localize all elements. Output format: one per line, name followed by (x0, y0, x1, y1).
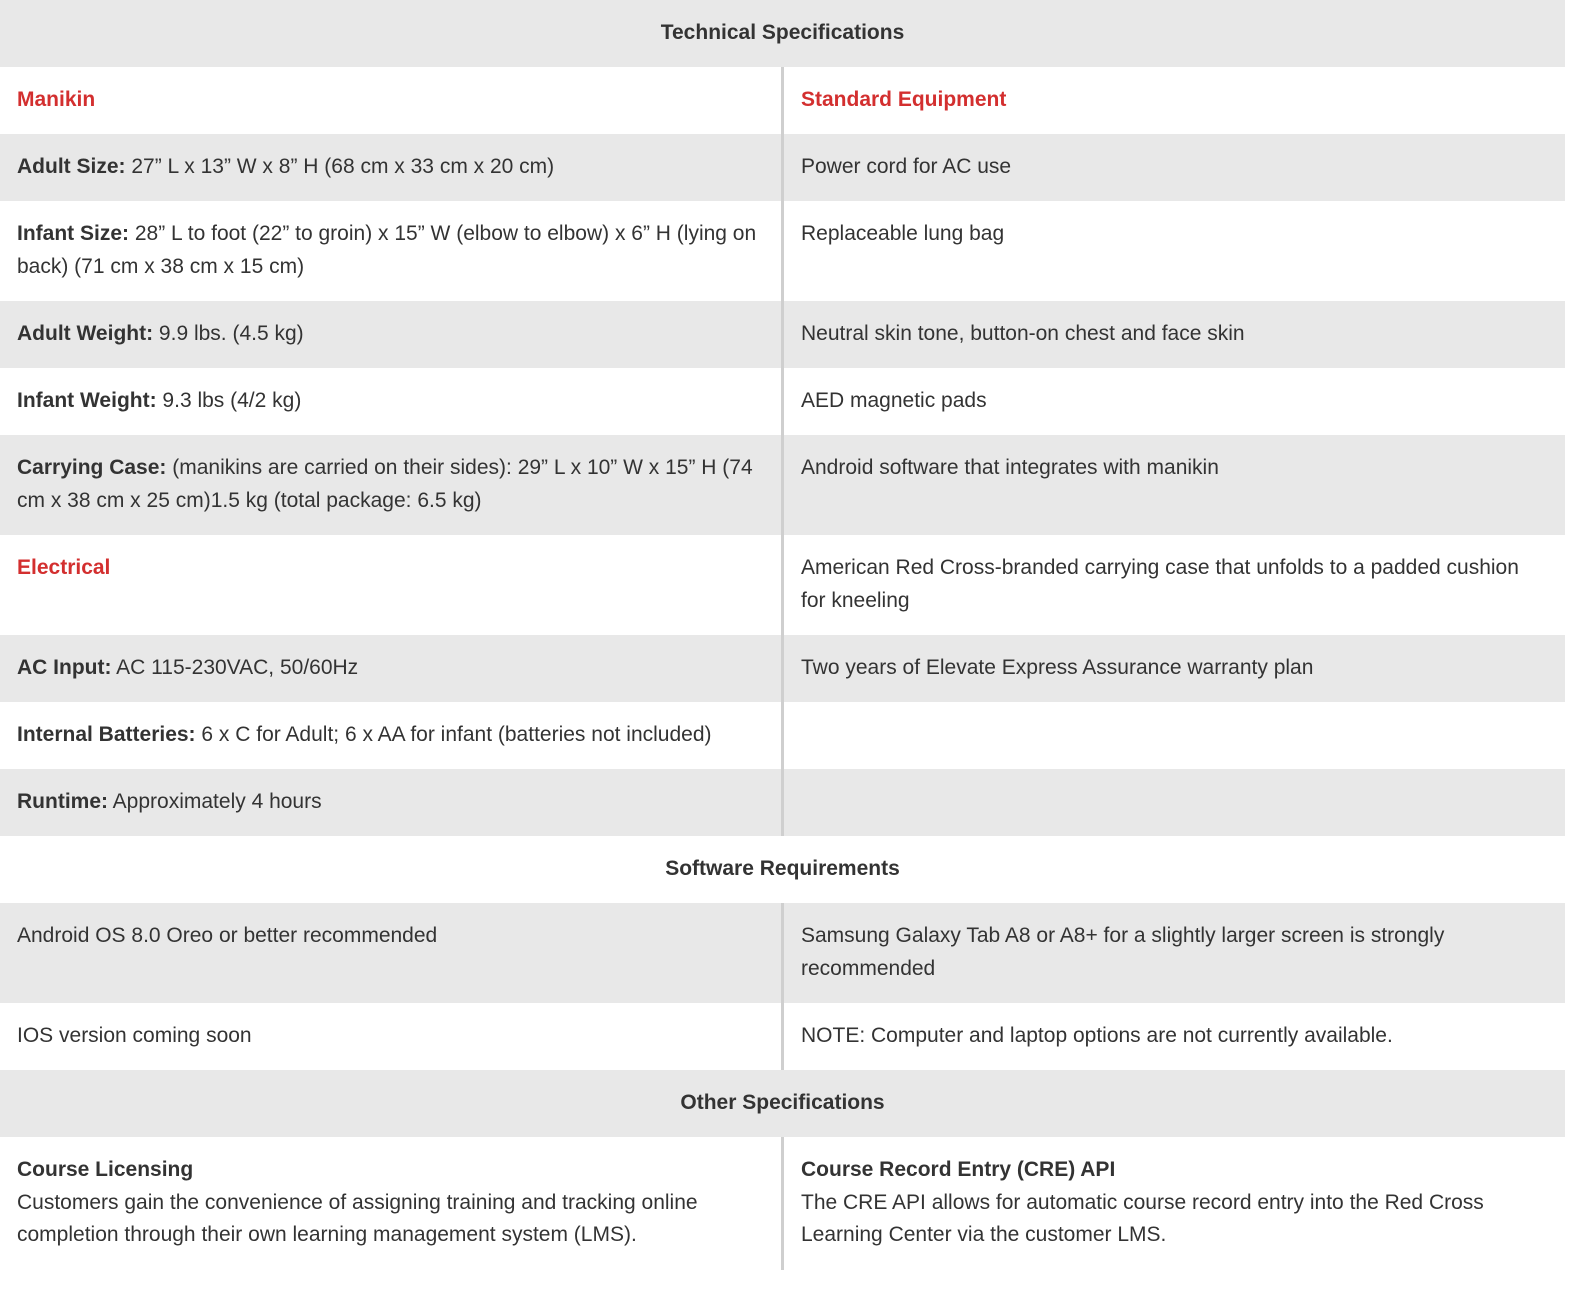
section-title-technical: Technical Specifications (0, 0, 1565, 67)
table-row (0, 702, 1565, 769)
spec-value: AC 115-230VAC, 50/60Hz (111, 656, 359, 679)
spec-value: 9.3 lbs (4/2 kg) (156, 389, 302, 412)
software-requirement: Android OS 8.0 Oreo or better recommended (0, 903, 783, 1003)
manikin-heading: Manikin (0, 67, 783, 134)
table-row (0, 1003, 1565, 1070)
table-row (0, 635, 1565, 702)
table-row (0, 435, 1565, 535)
cre-api-text: The CRE API allows for automatic course record entry into the Red Cross Learning Center via the customer LMS. (801, 1190, 1484, 1246)
equipment-item: Android software that integrates with manikin (783, 435, 1566, 535)
spec-label: Infant Size: (17, 222, 130, 245)
spec-label: Internal Batteries: (17, 723, 196, 746)
spec-value: 6 x C for Adult; 6 x AA for infant (batteries not included) (195, 723, 712, 746)
spec-value: 28” L to foot (22” to groin) x 15” W (elbow to elbow) x 6” H (lying on back) (71 cm x 38 cm x 15 cm) (17, 222, 757, 278)
table-row (0, 368, 1565, 435)
spec-label: Carrying Case: (17, 456, 167, 479)
spec-label: Adult Weight: (17, 322, 154, 345)
section-title-other: Other Specifications (0, 1070, 1565, 1137)
spec-label: Runtime: (17, 790, 108, 813)
equipment-item: Two years of Elevate Express Assurance warranty plan (783, 635, 1566, 702)
spec-label: AC Input: (17, 656, 112, 679)
table-row (0, 535, 1565, 635)
section-title-software: Software Requirements (0, 836, 1565, 903)
standard-equipment-heading: Standard Equipment (783, 67, 1566, 134)
software-requirement: NOTE: Computer and laptop options are not currently available. (783, 1003, 1566, 1070)
cre-api-title: Course Record Entry (CRE) API (801, 1158, 1116, 1181)
equipment-item: Replaceable lung bag (783, 201, 1566, 301)
table-row (0, 301, 1565, 368)
equipment-item (783, 769, 1566, 836)
equipment-item (783, 702, 1566, 769)
equipment-item: Neutral skin tone, button-on chest and face skin (783, 301, 1566, 368)
spec-value: Approximately 4 hours (108, 790, 322, 813)
equipment-item: AED magnetic pads (783, 368, 1566, 435)
spec-value: 27” L x 13” W x 8” H (68 cm x 33 cm x 20 cm) (125, 155, 555, 178)
electrical-heading: Electrical (0, 535, 783, 635)
course-licensing-title: Course Licensing (17, 1158, 194, 1181)
equipment-item: Power cord for AC use (783, 134, 1566, 201)
table-row (0, 769, 1565, 836)
software-requirement: IOS version coming soon (0, 1003, 783, 1070)
spec-label: Adult Size: (17, 155, 126, 178)
software-requirement: Samsung Galaxy Tab A8 or A8+ for a slightly larger screen is strongly recommended (783, 903, 1566, 1003)
table-row (0, 201, 1565, 301)
table-row (0, 903, 1565, 1003)
equipment-item: American Red Cross-branded carrying case that unfolds to a padded cushion for kneeling (783, 535, 1566, 635)
spec-value: 9.9 lbs. (4.5 kg) (153, 322, 304, 345)
spec-label: Infant Weight: (17, 389, 157, 412)
table-row (0, 134, 1565, 201)
spec-value: (manikins are carried on their sides): 29” L x 10” W x 15” H (74 cm x 38 cm x 25 cm)1.5 kg (total package: 6.5 kg) (17, 456, 753, 512)
course-licensing-text: Customers gain the convenience of assigning training and tracking online completion through their own learning management system (LMS). (17, 1190, 698, 1246)
table-row (0, 1137, 1565, 1270)
